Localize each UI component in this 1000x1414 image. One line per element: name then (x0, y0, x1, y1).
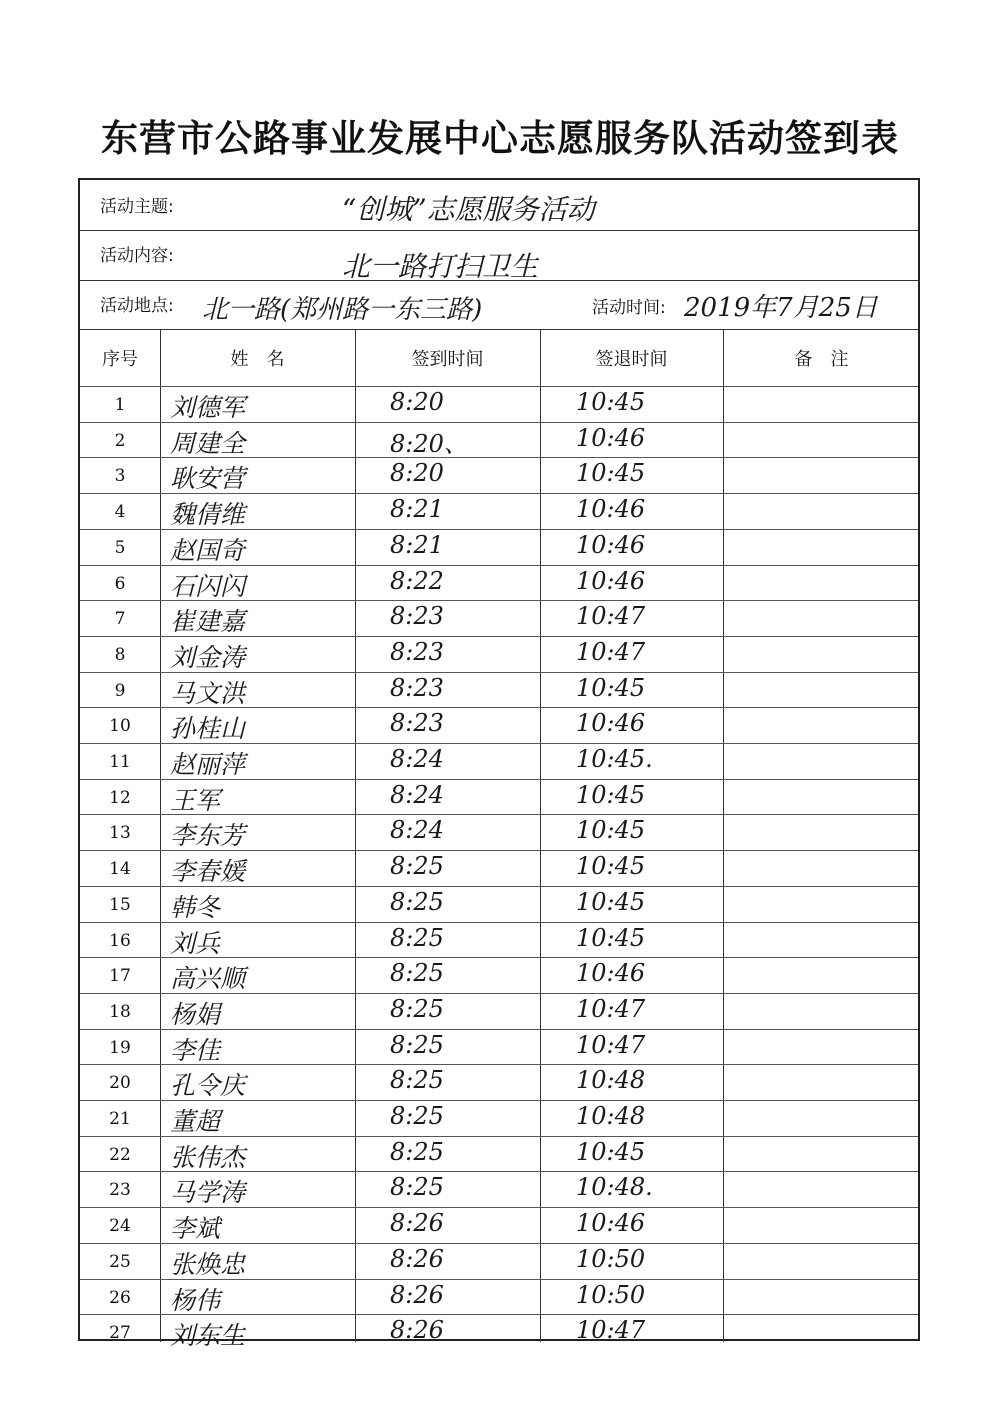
table-row (80, 1064, 918, 1100)
checkin-time: 8:25 (390, 1102, 444, 1130)
time-label: 活动时间: (592, 298, 666, 318)
checkout-time: 10:46 (576, 530, 646, 559)
signin-table (80, 329, 918, 1351)
table-row (80, 814, 918, 850)
signature-name: 魏倩维 (170, 500, 246, 530)
checkout-time: 10:47 (576, 637, 646, 666)
checkin-time: 8:25 (390, 1173, 444, 1202)
checkin-time: 8:25 (390, 887, 444, 916)
checkin-time: 8:25 (390, 852, 444, 881)
checkin-time: 8:22 (390, 566, 444, 595)
header-remark: 备 注 (794, 349, 849, 370)
header-checkout: 签退时间 (595, 349, 668, 370)
checkin-time: 8:24 (390, 780, 444, 809)
row-number: 22 (109, 1144, 131, 1165)
table-row (80, 1279, 918, 1315)
checkin-time: 8:25 (390, 1066, 444, 1095)
row-number: 24 (109, 1216, 131, 1237)
signature-name: 张伟杰 (170, 1142, 246, 1172)
signature-name: 王军 (170, 785, 221, 815)
row-number: 8 (114, 644, 126, 665)
checkin-time: 8:25 (390, 994, 444, 1023)
checkin-time: 8:23 (390, 602, 444, 631)
signature-name: 刘兵 (170, 928, 221, 958)
signature-name: 杨伟 (170, 1285, 221, 1315)
checkin-time: 8:26 (390, 1316, 444, 1345)
row-number: 2 (114, 430, 126, 451)
info-row-location (80, 281, 918, 329)
checkout-time: 10:46 (576, 959, 646, 988)
checkout-time: 10:48. (576, 1173, 653, 1202)
info-row-content (80, 231, 918, 281)
checkin-time: 8:25 (390, 923, 444, 952)
signature-name: 李斌 (170, 1214, 221, 1244)
signature-name: 耿安营 (170, 464, 246, 494)
checkout-time: 10:46 (576, 566, 646, 595)
checkout-time: 10:47 (576, 602, 646, 631)
row-number: 27 (109, 1323, 131, 1344)
location-value: 北一路(郑州路一东三路) (202, 295, 483, 325)
table-row (80, 636, 918, 672)
row-number: 4 (114, 502, 126, 523)
table-row (80, 386, 918, 422)
table-row (80, 457, 918, 493)
row-number: 17 (109, 966, 131, 987)
signature-name: 刘德军 (170, 393, 246, 422)
table-row (80, 1314, 918, 1350)
table-row (80, 743, 918, 779)
checkin-time: 8:26 (390, 1209, 444, 1238)
table-row (80, 957, 918, 993)
signature-name: 马文洪 (170, 678, 246, 708)
row-number: 3 (114, 466, 126, 487)
row-number: 15 (109, 894, 131, 915)
info-row-theme (80, 180, 918, 231)
table-row (80, 565, 918, 601)
checkin-time: 8:24 (390, 745, 444, 773)
theme-value: “创城”志愿服务活动 (342, 193, 595, 226)
table-row (80, 993, 918, 1029)
checkout-time: 10:47 (576, 1316, 646, 1345)
signature-name: 张焕忠 (170, 1249, 246, 1279)
checkout-time: 10:45. (576, 745, 653, 773)
checkin-time: 8:23 (390, 709, 444, 738)
table-row (80, 1243, 918, 1279)
checkout-time: 10:45 (576, 388, 646, 416)
row-number: 10 (109, 716, 131, 737)
checkout-time: 10:48 (576, 1102, 646, 1130)
signature-name: 马学涛 (170, 1178, 246, 1208)
checkout-time: 10:45 (576, 923, 646, 952)
checkin-time: 8:25 (390, 959, 444, 988)
table-row (80, 1029, 918, 1065)
row-number: 21 (109, 1109, 131, 1129)
checkin-time: 8:20 (390, 388, 444, 416)
checkin-time: 8:25 (390, 1137, 444, 1166)
table-row (80, 1171, 918, 1207)
checkout-time: 10:45 (576, 816, 646, 845)
signature-name: 崔建嘉 (170, 607, 246, 637)
table-row (80, 600, 918, 636)
page-title: 东营市公路事业发展中心志愿服务队活动签到表 (101, 117, 899, 160)
theme-label: 活动主题: (100, 197, 174, 217)
signature-name: 赵国奇 (170, 535, 246, 565)
row-number: 12 (109, 787, 131, 808)
checkin-time: 8:24 (390, 816, 444, 845)
checkout-time: 10:47 (576, 1030, 646, 1059)
row-number: 1 (114, 395, 126, 415)
table-row (80, 779, 918, 815)
signature-name: 韩冬 (170, 892, 221, 922)
row-number: 16 (109, 930, 131, 951)
signature-name: 李东芳 (170, 821, 246, 851)
signature-name: 赵丽萍 (170, 750, 246, 779)
content-label: 活动内容: (100, 246, 174, 266)
signature-name: 石闪闪 (170, 571, 246, 601)
row-number: 19 (109, 1037, 131, 1058)
row-number: 6 (114, 573, 126, 594)
checkin-time: 8:21 (390, 495, 444, 524)
table-row (80, 1207, 918, 1243)
row-number: 25 (109, 1251, 131, 1272)
checkout-time: 10:50 (576, 1280, 646, 1309)
checkout-time: 10:47 (576, 994, 646, 1023)
signature-name: 孙桂山 (170, 714, 246, 744)
checkin-time: 8:21 (390, 530, 444, 559)
row-number: 23 (109, 1180, 131, 1201)
checkout-time: 10:45 (576, 673, 646, 702)
checkout-time: 10:46 (576, 495, 646, 524)
signature-name: 高兴顺 (170, 964, 246, 994)
table-row (80, 529, 918, 565)
row-number: 20 (109, 1073, 131, 1094)
signature-name: 李春媛 (170, 857, 246, 887)
signature-name: 董超 (170, 1107, 221, 1136)
checkout-time: 10:50 (576, 1244, 646, 1273)
signature-name: 杨娟 (170, 999, 221, 1029)
checkin-time: 8:20、 (390, 429, 468, 458)
checkin-time: 8:26 (390, 1244, 444, 1273)
table-row (80, 672, 918, 708)
checkin-time: 8:23 (390, 673, 444, 702)
row-number: 26 (109, 1287, 131, 1308)
checkout-time: 10:46 (576, 709, 646, 738)
checkout-time: 10:45 (576, 459, 646, 488)
checkout-time: 10:45 (576, 1137, 646, 1166)
checkout-time: 10:45 (576, 852, 646, 881)
table-row (80, 850, 918, 886)
table-row (80, 707, 918, 743)
signature-name: 刘金涛 (170, 642, 246, 672)
location-label: 活动地点: (100, 296, 174, 316)
signature-name: 李佳 (170, 1035, 221, 1065)
content-value: 北一路打扫卫生 (342, 250, 539, 283)
checkin-time: 8:23 (390, 637, 444, 666)
table-row (80, 1100, 918, 1136)
sign-in-sheet (78, 178, 920, 1351)
checkin-time: 8:25 (390, 1030, 444, 1059)
header-checkin: 签到时间 (411, 349, 484, 370)
row-number: 11 (109, 752, 131, 772)
checkout-time: 10:46 (576, 423, 646, 452)
checkout-time: 10:48 (576, 1066, 646, 1095)
signature-name: 孔令庆 (170, 1071, 246, 1101)
row-number: 14 (109, 859, 131, 880)
row-number: 13 (109, 823, 131, 844)
table-row (80, 1136, 918, 1172)
checkout-time: 10:46 (576, 1209, 646, 1238)
table-row (80, 493, 918, 529)
row-number: 9 (114, 680, 126, 701)
signature-name: 刘东生 (170, 1321, 246, 1351)
table-row (80, 422, 918, 458)
header-seq: 序号 (102, 349, 138, 370)
signature-name: 周建全 (170, 428, 246, 458)
row-number: 7 (114, 609, 126, 630)
row-number: 5 (114, 537, 126, 558)
time-value: 2019年7月25日 (684, 293, 878, 323)
table-row (80, 922, 918, 958)
header-name: 姓 名 (230, 349, 285, 370)
checkout-time: 10:45 (576, 887, 646, 916)
checkin-time: 8:20 (390, 459, 444, 488)
checkin-time: 8:26 (390, 1280, 444, 1309)
row-number: 18 (109, 1001, 131, 1022)
checkout-time: 10:45 (576, 780, 646, 809)
table-row (80, 886, 918, 922)
